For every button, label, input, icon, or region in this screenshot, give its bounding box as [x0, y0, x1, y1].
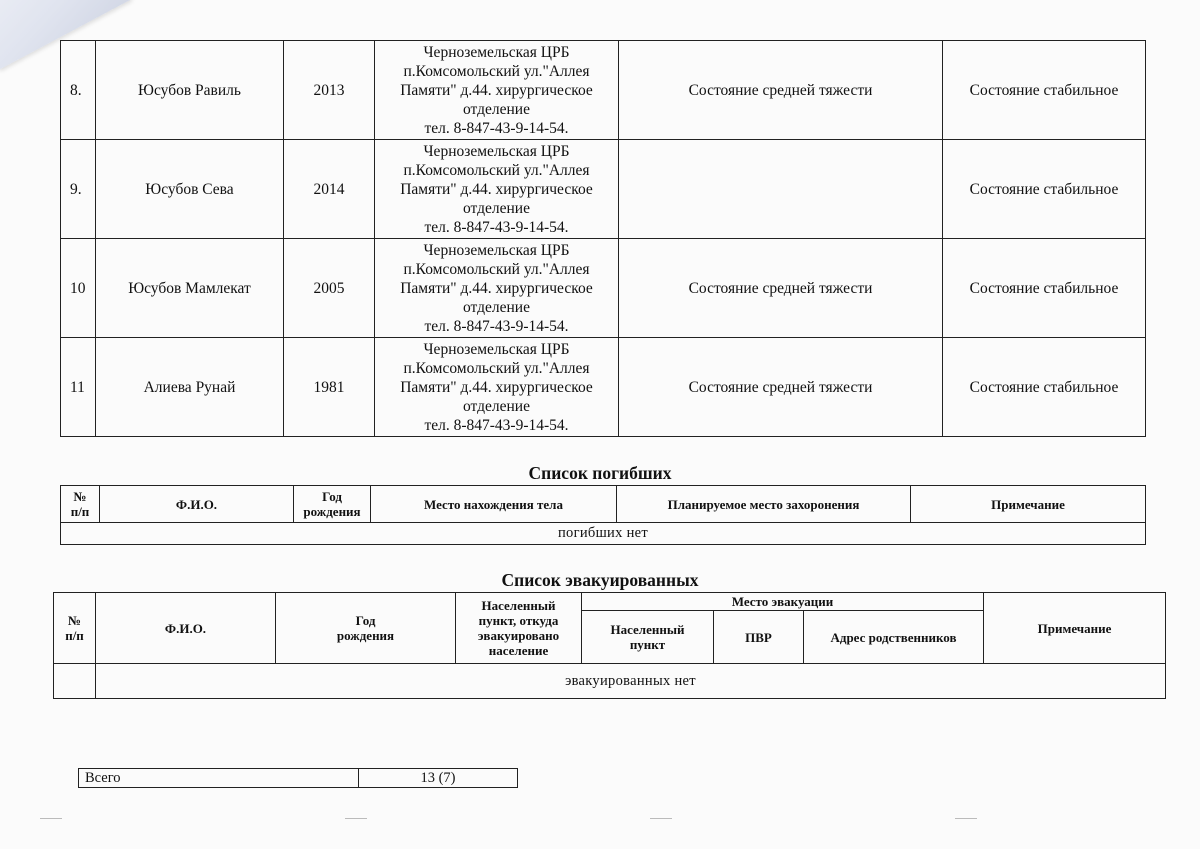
total-row: [79, 769, 518, 788]
hospital-location-line: п.Комсомольский ул."Аллея: [403, 62, 590, 80]
hospital-location-line: тел. 8-847-43-9-14-54.: [424, 119, 569, 137]
hospital-location-line: Памяти" д.44. хирургическое: [400, 279, 593, 297]
row-number: 10: [61, 239, 96, 338]
hospital-location: [375, 338, 619, 437]
birth-year: 2005: [284, 239, 375, 338]
evac-header-pvr: ПВР: [714, 611, 804, 664]
hospital-location-line: Памяти" д.44. хирургическое: [400, 81, 593, 99]
hospital-location-line: п.Комсомольский ул."Аллея: [403, 161, 590, 179]
dead-header-year: Год рождения: [294, 486, 371, 523]
evac-header-settlement: Населенный пункт: [582, 611, 714, 664]
patient-name: Юсубов Сева: [96, 140, 284, 239]
hospitalized-table-body: [61, 41, 1146, 437]
evac-header-evac-place: Место эвакуации: [582, 593, 984, 611]
hospital-location-line: Черноземельская ЦРБ: [423, 340, 570, 358]
scan-mark: [40, 818, 62, 819]
hospital-location-line: Черноземельская ЦРБ: [423, 241, 570, 259]
patient-note: Состояние стабильное: [943, 338, 1146, 437]
evacuated-table: [53, 592, 1166, 699]
evac-header-name: Ф.И.О.: [96, 593, 276, 664]
patient-note: Состояние стабильное: [943, 41, 1146, 140]
hospital-location-line: отделение: [463, 100, 530, 118]
evac-header-note: Примечание: [984, 593, 1166, 664]
birth-year: 2013: [284, 41, 375, 140]
table-row: [61, 239, 1146, 338]
evac-header-year: Год рождения: [276, 593, 456, 664]
row-number: 11: [61, 338, 96, 437]
hospital-location: [375, 140, 619, 239]
scan-mark: [650, 818, 672, 819]
patient-condition: Состояние средней тяжести: [619, 41, 943, 140]
dead-table: [60, 485, 1146, 545]
row-number: 8.: [61, 41, 96, 140]
row-number: 9.: [61, 140, 96, 239]
hospital-location-line: Памяти" д.44. хирургическое: [400, 378, 593, 396]
hospital-location: [375, 41, 619, 140]
dead-table-header-row: [61, 486, 1146, 523]
evac-empty-row: [54, 664, 1166, 699]
patient-condition: Состояние средней тяжести: [619, 338, 943, 437]
patient-name: Юсубов Мамлекат: [96, 239, 284, 338]
hospital-location-line: тел. 8-847-43-9-14-54.: [424, 416, 569, 434]
hospital-location-line: п.Комсомольский ул."Аллея: [403, 359, 590, 377]
evac-header-relatives: Адрес родственников: [804, 611, 984, 664]
hospital-location-line: отделение: [463, 199, 530, 217]
dead-header-name: Ф.И.О.: [100, 486, 294, 523]
hospital-location-line: отделение: [463, 397, 530, 415]
dead-header-body-location: Место нахождения тела: [371, 486, 617, 523]
birth-year: 1981: [284, 338, 375, 437]
patient-condition: [619, 140, 943, 239]
total-value: 13 (7): [359, 769, 518, 788]
evac-header-origin: Населенный пункт, откуда эвакуировано население: [456, 593, 582, 664]
dead-header-num: № п/п: [61, 486, 100, 523]
patient-name: Юсубов Равиль: [96, 41, 284, 140]
dead-header-note: Примечание: [911, 486, 1146, 523]
hospitalized-table: [60, 40, 1146, 437]
evacuated-list-title: Список эвакуированных: [501, 570, 699, 590]
hospital-location-line: Черноземельская ЦРБ: [423, 142, 570, 160]
dead-header-burial: Планируемое место захоронения: [617, 486, 911, 523]
hospital-location-line: Черноземельская ЦРБ: [423, 43, 570, 61]
table-row: [61, 338, 1146, 437]
evac-header-num: № п/п: [54, 593, 96, 664]
total-table: [78, 768, 518, 788]
patient-note: Состояние стабильное: [943, 239, 1146, 338]
table-row: [61, 41, 1146, 140]
total-label: Всего: [79, 769, 359, 788]
birth-year: 2014: [284, 140, 375, 239]
evac-empty-text: эвакуированных нет: [96, 664, 1166, 699]
patient-name: Алиева Рунай: [96, 338, 284, 437]
hospital-location-line: отделение: [463, 298, 530, 316]
hospital-location-line: п.Комсомольский ул."Аллея: [403, 260, 590, 278]
dead-empty-text: погибших нет: [61, 523, 1146, 545]
dead-empty-row: [61, 523, 1146, 545]
hospital-location: [375, 239, 619, 338]
evac-header-row-1: [54, 593, 1166, 611]
patient-condition: Состояние средней тяжести: [619, 239, 943, 338]
patient-note: Состояние стабильное: [943, 140, 1146, 239]
hospital-location-line: тел. 8-847-43-9-14-54.: [424, 218, 569, 236]
table-row: [61, 140, 1146, 239]
dead-list-title: Список погибших: [528, 463, 672, 483]
scan-mark: [345, 818, 367, 819]
hospital-location-line: Памяти" д.44. хирургическое: [400, 180, 593, 198]
hospital-location-line: тел. 8-847-43-9-14-54.: [424, 317, 569, 335]
evac-empty-num-cell: [54, 664, 96, 699]
scan-mark: [955, 818, 977, 819]
